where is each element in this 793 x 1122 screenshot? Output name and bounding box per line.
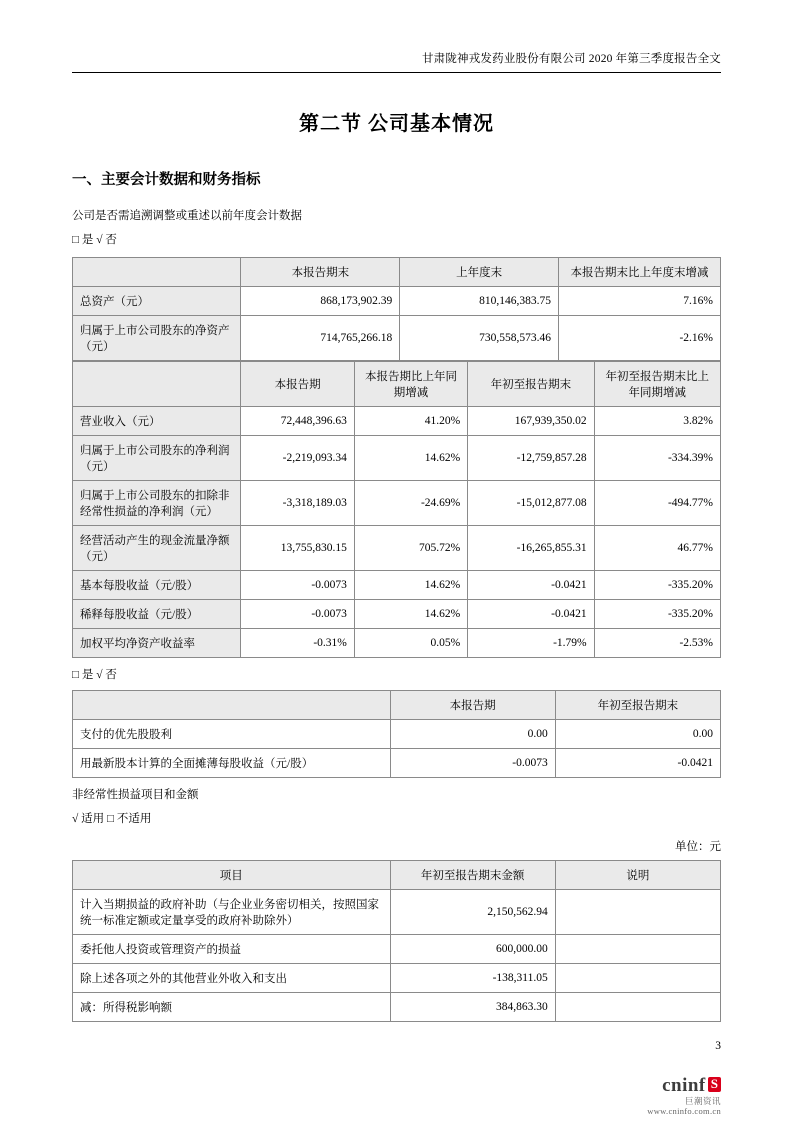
cell-government-grants-amount: 2,150,562.94 xyxy=(390,890,555,935)
table-header-row xyxy=(73,691,721,720)
cell-total-assets-change: 7.16% xyxy=(558,287,720,316)
header-divider xyxy=(72,72,721,73)
running-title: 甘肃陇神戎发药业股份有限公司 2020 年第三季度报告全文 xyxy=(421,53,721,65)
cell-net-profit-ytd-change: -334.39% xyxy=(594,436,720,481)
table-preferred-dividend xyxy=(72,690,721,778)
cell-weighted-roe-ytd-change: -2.53% xyxy=(594,629,720,658)
cell-net-profit-excl-ytd: -15,012,877.08 xyxy=(468,481,594,526)
cell-net-profit-period: -2,219,093.34 xyxy=(241,436,354,481)
cell-preferred-dividend-ytd: 0.00 xyxy=(555,720,720,749)
table-row xyxy=(73,571,721,600)
logo-wordmark: cninf xyxy=(662,1075,706,1096)
cell-net-assets-change: -2.16% xyxy=(558,316,720,361)
cell-operating-revenue-period: 72,448,396.63 xyxy=(241,407,354,436)
col-head-current-period-end: 本报告期末 xyxy=(241,258,400,287)
cell-cash-flow-period: 13,755,830.15 xyxy=(241,526,354,571)
cell-operating-revenue-ytd-change: 3.82% xyxy=(594,407,720,436)
answer-nonrecurring-applicable: √ 适用 □ 不适用 xyxy=(72,813,152,825)
row-label-total-assets: 总资产（元） xyxy=(73,287,241,316)
row-label-operating-cash-flow: 经营活动产生的现金流量净额（元） xyxy=(73,526,241,571)
cell-other-non-operating-note xyxy=(555,964,720,993)
row-label-operating-revenue: 营业收入（元） xyxy=(73,407,241,436)
table-header-row xyxy=(73,258,721,287)
cell-total-assets-current: 868,173,902.39 xyxy=(241,287,400,316)
cell-entrusted-investment-amount: 600,000.00 xyxy=(390,935,555,964)
question-retrospective-adjustment: 公司是否需追溯调整或重述以前年度会计数据 xyxy=(72,210,302,222)
col-head-blank2 xyxy=(73,362,241,407)
cell-diluted-eps-ytd: -0.0421 xyxy=(468,600,594,629)
cell-operating-revenue-period-change: 41.20% xyxy=(354,407,467,436)
cell-net-assets-current: 714,765,266.18 xyxy=(241,316,400,361)
row-label-preferred-dividend-paid: 支付的优先股股利 xyxy=(73,720,391,749)
table-row xyxy=(73,964,721,993)
cell-net-assets-prior: 730,558,573.46 xyxy=(400,316,559,361)
cell-weighted-roe-ytd: -1.79% xyxy=(468,629,594,658)
cell-cash-flow-ytd: -16,265,855.31 xyxy=(468,526,594,571)
cninfo-logo xyxy=(647,1075,721,1116)
heading-main-financial-data: 一、主要会计数据和财务指标 xyxy=(72,172,261,188)
logo-subtitle: 巨潮资讯 xyxy=(684,1095,721,1106)
row-label-basic-eps: 基本每股收益（元/股） xyxy=(73,571,241,600)
row-label-other-non-operating: 除上述各项之外的其他营业外收入和支出 xyxy=(73,964,391,993)
logo-url: www.cninfo.com.cn xyxy=(647,1105,721,1116)
table-row xyxy=(73,436,721,481)
cell-diluted-eps-ytd-change: -335.20% xyxy=(594,600,720,629)
cell-entrusted-investment-note xyxy=(555,935,720,964)
table-period-end xyxy=(72,257,721,361)
table-row xyxy=(73,287,721,316)
cell-cash-flow-period-change: 705.72% xyxy=(354,526,467,571)
row-label-net-assets: 归属于上市公司股东的净资产（元） xyxy=(73,316,241,361)
page-number: 3 xyxy=(715,1040,721,1052)
cell-cash-flow-ytd-change: 46.77% xyxy=(594,526,720,571)
row-label-net-profit-excl-nonrecurring: 归属于上市公司股东的扣除非经常性损益的净利润（元） xyxy=(73,481,241,526)
cell-preferred-dividend-period: 0.00 xyxy=(390,720,555,749)
cell-net-profit-excl-ytd-change: -494.77% xyxy=(594,481,720,526)
label-nonrecurring-items: 非经常性损益项目和金额 xyxy=(72,789,199,801)
row-label-diluted-eps-latest-capital: 用最新股本计算的全面摊薄每股收益（元/股） xyxy=(73,749,391,778)
table-row xyxy=(73,316,721,361)
cell-diluted-eps-period: -0.0073 xyxy=(241,600,354,629)
cell-diluted-eps-period-change: 14.62% xyxy=(354,600,467,629)
table-row xyxy=(73,407,721,436)
cell-net-profit-excl-period: -3,318,189.03 xyxy=(241,481,354,526)
cell-net-profit-period-change: 14.62% xyxy=(354,436,467,481)
cell-basic-eps-period: -0.0073 xyxy=(241,571,354,600)
row-label-government-grants: 计入当期损益的政府补助（与企业业务密切相关，按照国家统一标准定额或定量享受的政府补助除外） xyxy=(73,890,391,935)
answer-retrospective-adjustment: □ 是 √ 否 xyxy=(72,234,117,246)
cell-net-profit-excl-period-change: -24.69% xyxy=(354,481,467,526)
table-row xyxy=(73,890,721,935)
table-row xyxy=(73,720,721,749)
table-row xyxy=(73,993,721,1022)
col-head-ytd: 年初至报告期末 xyxy=(468,362,594,407)
cell-weighted-roe-period: -0.31% xyxy=(241,629,354,658)
table-reporting-period xyxy=(72,361,721,658)
answer-preferred-shares: □ 是 √ 否 xyxy=(72,669,117,681)
cell-basic-eps-period-change: 14.62% xyxy=(354,571,467,600)
row-label-net-profit: 归属于上市公司股东的净利润（元） xyxy=(73,436,241,481)
cell-diluted-eps-latest-period: -0.0073 xyxy=(390,749,555,778)
table-row xyxy=(73,935,721,964)
page-title: 第二节 公司基本情况 xyxy=(299,113,494,135)
col-head-item: 项目 xyxy=(73,861,391,890)
page-header xyxy=(72,0,721,66)
cell-other-non-operating-amount: -138,311.05 xyxy=(390,964,555,993)
col-head-remark: 说明 xyxy=(555,861,720,890)
col-head-period-yoy-change: 本报告期比上年同期增减 xyxy=(354,362,467,407)
cell-income-tax-effect-amount: 384,863.30 xyxy=(390,993,555,1022)
row-label-weighted-roe: 加权平均净资产收益率 xyxy=(73,629,241,658)
unit-note: 单位：元 xyxy=(675,841,721,853)
cell-total-assets-prior: 810,146,383.75 xyxy=(400,287,559,316)
logo-mark-icon: S xyxy=(708,1077,721,1092)
row-label-diluted-eps: 稀释每股收益（元/股） xyxy=(73,600,241,629)
col-head-div-current-period: 本报告期 xyxy=(390,691,555,720)
table-row xyxy=(73,600,721,629)
cell-income-tax-effect-note xyxy=(555,993,720,1022)
table-row xyxy=(73,481,721,526)
table-row xyxy=(73,526,721,571)
table-nonrecurring-items xyxy=(72,860,721,1022)
col-head-prior-year-end: 上年度末 xyxy=(400,258,559,287)
table-row xyxy=(73,749,721,778)
col-head-current-period: 本报告期 xyxy=(241,362,354,407)
row-label-entrusted-investment: 委托他人投资或管理资产的损益 xyxy=(73,935,391,964)
col-head-change-vs-prior-year-end: 本报告期末比上年度末增减 xyxy=(558,258,720,287)
cell-operating-revenue-ytd: 167,939,350.02 xyxy=(468,407,594,436)
col-head-ytd-amount: 年初至报告期末金额 xyxy=(390,861,555,890)
table-header-row xyxy=(73,362,721,407)
cell-basic-eps-ytd: -0.0421 xyxy=(468,571,594,600)
col-head-blank xyxy=(73,258,241,287)
cell-net-profit-ytd: -12,759,857.28 xyxy=(468,436,594,481)
cell-diluted-eps-latest-ytd: -0.0421 xyxy=(555,749,720,778)
col-head-div-ytd: 年初至报告期末 xyxy=(555,691,720,720)
cell-government-grants-note xyxy=(555,890,720,935)
col-head-blank3 xyxy=(73,691,391,720)
cell-basic-eps-ytd-change: -335.20% xyxy=(594,571,720,600)
cell-weighted-roe-period-change: 0.05% xyxy=(354,629,467,658)
table-header-row xyxy=(73,861,721,890)
col-head-ytd-yoy-change: 年初至报告期末比上年同期增减 xyxy=(594,362,720,407)
table-row xyxy=(73,629,721,658)
row-label-income-tax-effect: 减：所得税影响额 xyxy=(73,993,391,1022)
